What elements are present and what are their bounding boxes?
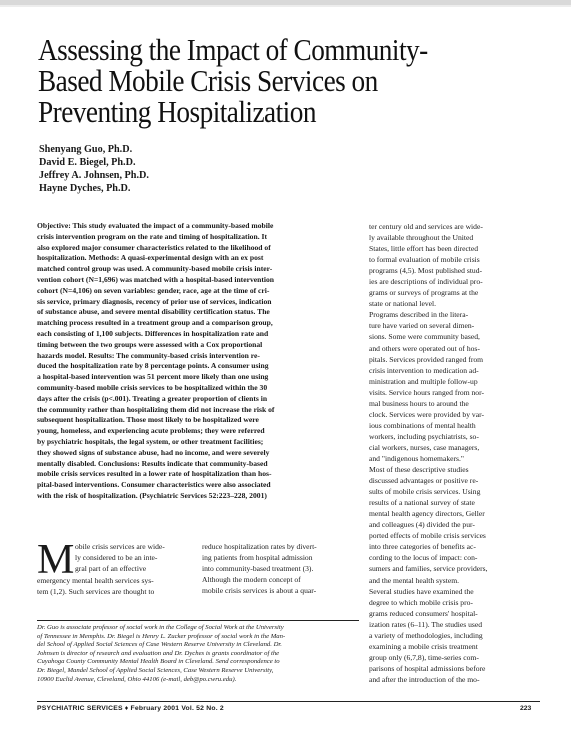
body-line: group only (6,7,8), time-series com- xyxy=(369,652,479,662)
body-column-2 xyxy=(202,541,360,596)
author-list xyxy=(39,143,149,195)
body-line: obile crisis services are wide- xyxy=(75,542,165,551)
author: Hayne Dyches, Ph.D. xyxy=(39,183,131,194)
abstract-line: days after the crisis (p<.001). Treating a greater proportion of clients in xyxy=(37,393,268,403)
body-line: state or national level. xyxy=(369,299,437,309)
body-column-3 xyxy=(369,221,539,685)
journal-footer: PSYCHIATRIC SERVICES ♦ February 2001 Vol. 52 No. 2 xyxy=(37,705,224,712)
abstract-line: Objective: This study evaluated the impact of a community-based mobile xyxy=(37,221,274,230)
body-line: grams reduced consumers' hospital- xyxy=(369,608,478,618)
body-line: cording to the locus of impact: con- xyxy=(369,553,478,563)
body-line: into community-based treatment (3). xyxy=(202,564,314,573)
body-line: mental health agency directors, Geller xyxy=(369,509,485,519)
author: Shenyang Guo, Ph.D. xyxy=(39,144,133,155)
body-line: ies are descriptions of individual pro- xyxy=(369,277,483,287)
body-line: ministration and multiple follow-up xyxy=(369,376,478,386)
author-notes xyxy=(37,624,361,684)
body-line: Programs described in the litera- xyxy=(369,310,469,320)
author: David E. Biegel, Ph.D. xyxy=(39,157,136,168)
body-line: emergency mental health services sys- xyxy=(37,576,154,585)
body-line: grams or surveys of programs at the xyxy=(369,288,479,298)
abstract-line: pital-based interventions. Consumer characteristics were also associated xyxy=(37,480,271,490)
abstract-line: hospitalization. Methods: A quasi-experimental design with an ex post xyxy=(37,253,264,263)
body-line: results of a national survey of state xyxy=(369,498,475,508)
body-column-1-bottom xyxy=(37,575,197,597)
abstract-line: crisis intervention program on the rate and timing of hospitalization. It xyxy=(37,231,267,241)
abstract-line: mobile crisis services resulted in a lower rate of hospitalization than hos- xyxy=(37,469,272,479)
body-line: sions. Some were community based, xyxy=(369,332,480,342)
body-line: workers, including psychiatrists, so- xyxy=(369,431,479,441)
body-line: ported effects of mobile crisis services xyxy=(369,531,486,541)
body-line: States, little effort has been directed xyxy=(369,244,479,254)
body-line: ious combinations of mental health xyxy=(369,420,476,430)
body-line: visits. Service hours ranged from nor- xyxy=(369,387,484,397)
body-column-1-top xyxy=(75,541,195,574)
body-line: Most of these descriptive studies xyxy=(369,465,469,475)
note-line: Dr. Biegel, Mandel School of Applied Social Sciences, Case Western Reserve University, xyxy=(37,666,274,674)
body-line: mobile crisis services is about a quar- xyxy=(202,586,317,595)
abstract-line: community-based mobile crisis services to be hospitalized within the 30 xyxy=(37,382,268,392)
page-number: 223 xyxy=(520,705,532,712)
abstract-line: young, homeless, and experiencing acute problems; they were referred xyxy=(37,426,265,436)
author: Jeffrey A. Johnsen, Ph.D. xyxy=(39,170,149,181)
body-line: reduce hospitalization rates by divert- xyxy=(202,542,317,551)
note-line: Johnsen is director of research and evaluation and Dr. Dyches is grants coordinator of the xyxy=(37,649,280,657)
body-line: degree to which mobile crisis pro- xyxy=(369,597,473,607)
body-line: cial workers, nurses, case managers, xyxy=(369,442,480,452)
body-line: mal business hours to around the xyxy=(369,398,469,408)
abstract-line: subsequent hospitalization. Those most likely to be hospitalized were xyxy=(37,415,259,425)
abstract-line: timing between the two groups were assessed with a Cox proportional xyxy=(37,339,263,349)
abstract-line: vention cohort (N=1,696) was matched with a hospital-based intervention xyxy=(37,274,274,284)
abstract xyxy=(37,221,359,502)
body-line: and colleagues (4) divided the pur- xyxy=(369,520,475,530)
abstract-line: matched control group was used. A community-based mobile crisis inter- xyxy=(37,264,273,274)
abstract-line: duced the hospitalization rate by 8 percentage points. A consumer using xyxy=(37,361,269,371)
note-line: del School of Applied Social Sciences of Case Western Reserve University in Cleveland. Dr. xyxy=(37,641,282,649)
abstract-line: of substance abuse, and severe mental disability certification status. The xyxy=(37,307,270,317)
notes-divider xyxy=(37,620,359,621)
body-line: to formal evaluation of mobile crisis xyxy=(369,255,480,265)
body-line: ly available throughout the United xyxy=(369,233,474,243)
body-line: ture have varied on several dimen- xyxy=(369,321,475,331)
body-line: and the mental health system. xyxy=(369,575,460,585)
abstract-line: a hospital-based intervention was 51 percent more likely than one using xyxy=(37,372,269,382)
body-line: and "indigenous homemakers." xyxy=(369,453,464,463)
abstract-line: they showed signs of substance abuse, had no income, and were severely xyxy=(37,447,270,457)
note-line: Cuyahoga County Community Mental Health Board in Cleveland. Send correspondence to xyxy=(37,658,280,666)
body-line: parisons of hospital admissions before xyxy=(369,663,486,673)
abstract-line: sis service, primary diagnosis, recency of prior use of services, indication xyxy=(37,296,272,306)
body-line: sults of mobile crisis services. Using xyxy=(369,487,481,497)
article-title xyxy=(38,34,478,127)
body-line: sumers and families, service providers, xyxy=(369,564,488,574)
body-line: crisis intervention to medication ad- xyxy=(369,365,479,375)
body-line: and after the introduction of the mo- xyxy=(369,674,480,684)
body-line: tem (1,2). Such services are thought to xyxy=(37,587,155,596)
body-line: Although the modern concept of xyxy=(202,575,301,584)
top-border-shade xyxy=(0,5,571,7)
note-line: Dr. Guo is associate professor of social work in the College of Social Work at the University xyxy=(37,624,284,631)
footer-divider xyxy=(37,701,540,702)
body-line: pitals. Services provided ranged from xyxy=(369,354,484,364)
body-line: clock. Services were provided by var- xyxy=(369,409,484,419)
body-line: a variety of methodologies, including xyxy=(369,630,483,640)
note-line: 10900 Euclid Avenue, Cleveland, Ohio 44106 (e-mail, deb@po.cwru.edu). xyxy=(37,675,237,683)
abstract-line: hazards model. Results: The community-based crisis intervention re- xyxy=(37,350,260,360)
abstract-line: each consisting of 1,100 subjects. Differences in hospitalization rate and xyxy=(37,328,269,338)
body-line: examining a mobile crisis treatment xyxy=(369,641,478,651)
body-line: Several studies have examined the xyxy=(369,586,474,596)
abstract-line: by psychiatric hospitals, the legal system, or other treatment facilities; xyxy=(37,436,264,446)
abstract-line: mentally disabled. Conclusions: Results indicate that community-based xyxy=(37,458,268,468)
abstract-line: matching process resulted in a treatment group and a comparison group, xyxy=(37,318,273,328)
body-line: gral part of an effective xyxy=(75,564,147,573)
title-line: Assessing the Impact of Community- xyxy=(38,32,428,67)
abstract-line: the community rather than hospitalizing them did not increase the risk of xyxy=(37,404,275,414)
body-line: ter century old and services are wide- xyxy=(369,222,483,231)
title-line: Preventing Hospitalization xyxy=(38,94,316,129)
note-line: of Tennessee in Memphis. Dr. Biegel is Henry L. Zucker professor of social work in the Man- xyxy=(37,632,286,640)
body-line: and others were operated out of hos- xyxy=(369,343,480,353)
abstract-line: with the risk of hospitalization. (Psychiatric Services 52:223–228, 2001) xyxy=(37,490,267,500)
title-line: Based Mobile Crisis Services on xyxy=(38,63,378,98)
body-line: ly considered to be an inte- xyxy=(75,553,158,562)
abstract-line: cohort (N=4,106) on seven variables: gender, race, age at the time of cri- xyxy=(37,285,270,295)
body-line: discussed advantages or positive re- xyxy=(369,476,479,486)
body-line: into three categories of benefits ac- xyxy=(369,542,476,552)
drop-cap: M xyxy=(37,537,75,583)
body-line: ing patients from hospital admission xyxy=(202,553,313,562)
body-line: ization rates (6–11). The studies used xyxy=(369,619,483,629)
body-line: programs (4,5). Most published stud- xyxy=(369,266,483,276)
abstract-line: also explored major consumer characteristics related to the likelihood of xyxy=(37,242,271,252)
